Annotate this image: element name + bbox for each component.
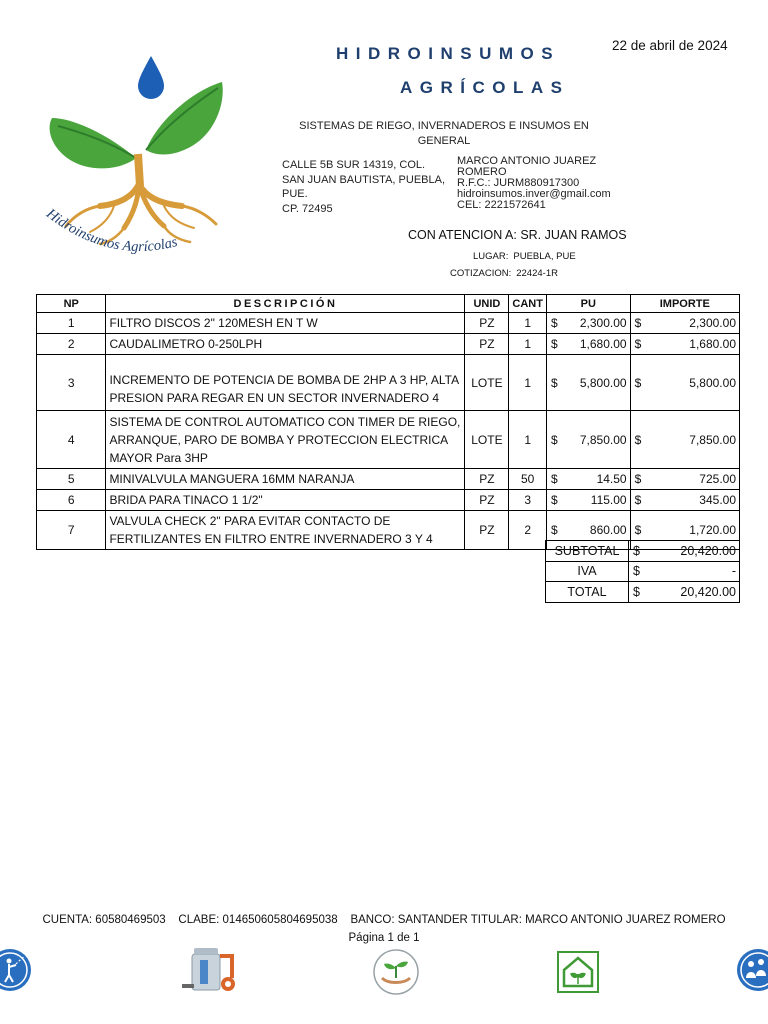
header-unit: UNID xyxy=(465,295,509,313)
company-logo xyxy=(14,46,254,271)
header-pu: PU xyxy=(546,295,630,313)
water-drop-icon xyxy=(138,56,164,99)
table-row: 3 INCREMENTO DE POTENCIA DE BOMBA DE 2HP A 3 HP, ALTA PRESION PARA REGAR EN UN SECTOR INVERNADERO 4 LOTE 1 $ 5,800.00 $ 5,800.00 xyxy=(37,355,740,411)
people-group-icon xyxy=(734,948,768,994)
subtotal-row: SUBTOTAL $ 20,420.00 xyxy=(546,541,740,562)
owner-contact: MARCO ANTONIO JUAREZ ROMERO R.F.C.: JURM880917300 hidroinsumos.inver@gmail.com CEL: 2221572641 xyxy=(457,156,637,211)
owner-email[interactable]: hidroinsumos.inver@gmail.com xyxy=(457,188,611,200)
header-importe: IMPORTE xyxy=(630,295,739,313)
table-row: 1 FILTRO DISCOS 2" 120MESH EN T W PZ 1 $ 2,300.00 $ 2,300.00 xyxy=(37,313,740,334)
attention-line: CON ATENCION A: SR. JUAN RAMOS xyxy=(408,228,627,242)
total-row: TOTAL $ 20,420.00 xyxy=(546,582,740,603)
company-tagline: SISTEMAS DE RIEGO, INVERNADEROS E INSUMOS EN GENERAL xyxy=(299,120,589,147)
table-row: 6 BRIDA PARA TINACO 1 1/2" PZ 3 $ 115.00 $ 345.00 xyxy=(37,490,740,511)
table-header-row xyxy=(37,295,740,313)
table-row: 5 MINIVALVULA MANGUERA 16MM NARANJA PZ 50 $ 14.50 $ 725.00 xyxy=(37,469,740,490)
logo-text: Hidroinsumos Agrícolas xyxy=(43,205,180,256)
table-row: 7 VALVULA CHECK 2" PARA EVITAR CONTACTO DE FERTILIZANTES EN FILTRO ENTRE INVERNADERO 3 Y 4 PZ 2 $ 860.00 $ 1,720.00 xyxy=(37,511,740,550)
bank-info: CUENTA: 60580469503 CLABE: 014650605804695038 BANCO: SANTANDER TITULAR: MARCO ANTONIO JUAREZ ROMERO xyxy=(42,914,726,926)
document-date: 22 de abril de 2024 xyxy=(612,38,728,53)
left-leaf xyxy=(50,118,136,168)
water-tank-pump-icon xyxy=(180,944,242,996)
quote-line: COTIZACION: 22424-1R xyxy=(450,268,558,279)
iva-row: IVA $ - xyxy=(546,561,740,582)
table-row: 4 SISTEMA DE CONTROL AUTOMATICO CON TIMER DE RIEGO, ARRANQUE, PARO DE BOMBA Y PROTECCION ELECTRICA MAYOR Para 3HP LOTE 1 $ 7,850.00 $ 7,850.00 xyxy=(37,411,740,469)
page-number: Página 1 de 1 xyxy=(348,932,420,944)
greenhouse-icon xyxy=(556,950,600,994)
seedling-hands-icon xyxy=(372,948,420,996)
totals-table xyxy=(545,540,740,603)
brand-line-2: AGRÍCOLAS xyxy=(400,78,570,97)
header-np: NP xyxy=(37,295,106,313)
table-row: 2 CAUDALIMETRO 0-250LPH PZ 1 $ 1,680.00 $ 1,680.00 xyxy=(37,334,740,355)
items-table xyxy=(36,294,740,550)
place-line: LUGAR: PUEBLA, PUE xyxy=(473,251,576,262)
irrigation-person-icon xyxy=(0,948,34,992)
header-description: DESCRIPCIÓN xyxy=(106,295,465,313)
brand-line-1: HIDROINSUMOS xyxy=(336,44,561,63)
company-address: CALLE 5B SUR 14319, COL. SAN JUAN BAUTISTA, PUEBLA, PUE. CP. 72495 xyxy=(282,159,446,215)
header-qty: CANT xyxy=(509,295,547,313)
